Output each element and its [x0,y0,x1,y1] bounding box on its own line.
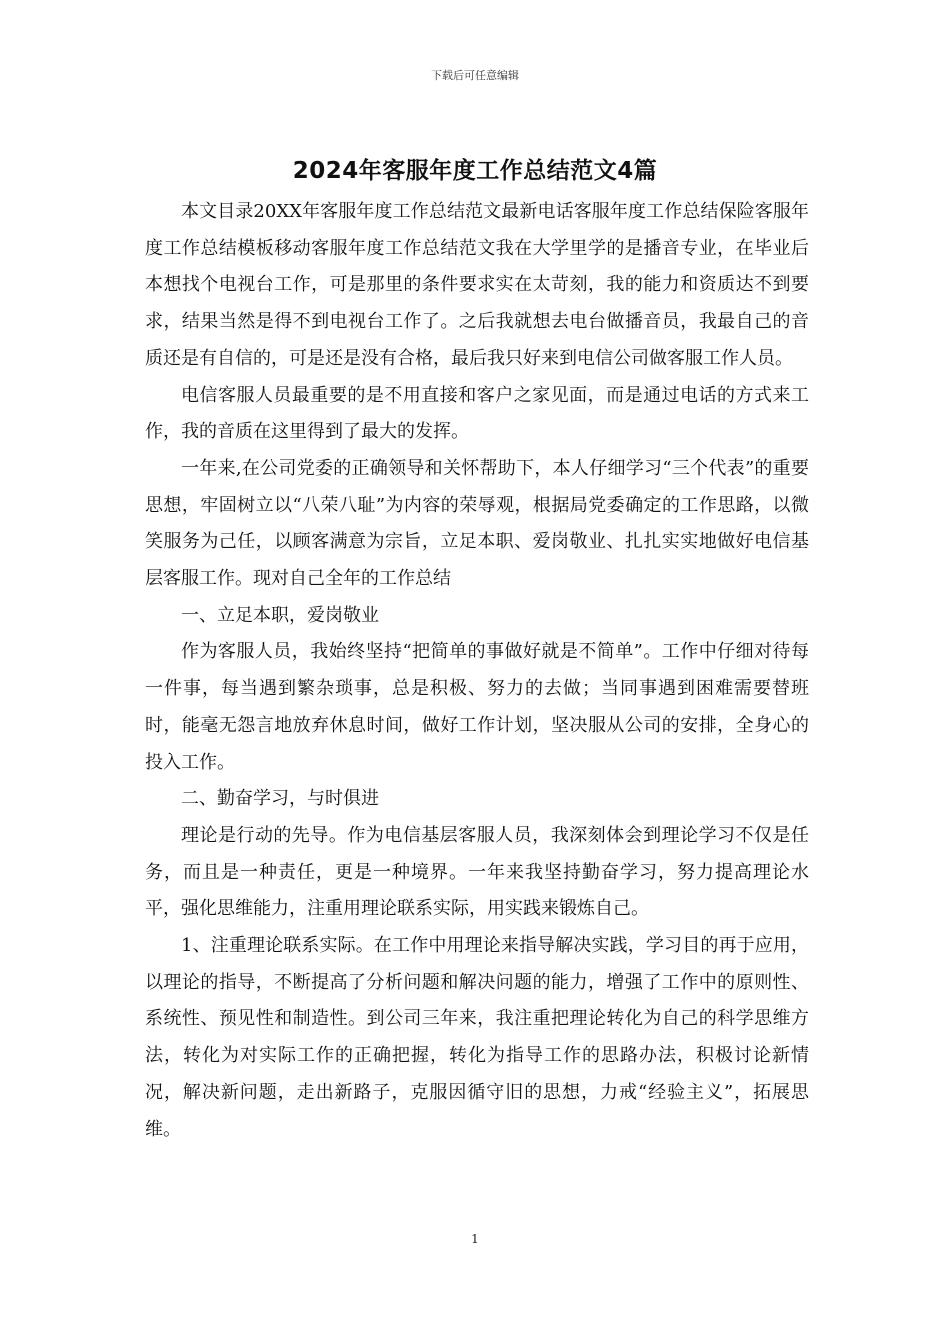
paragraph-intro: 本文目录20XX年客服年度工作总结范文最新电话客服年度工作总结保险客服年度工作总结模板移动客服年度工作总结范文我在大学里学的是播音专业，在毕业后本想找个电视台工作，可是那里的条件要求实在太苛刻，我的能力和资质达不到要求，结果当然是得不到电视台工作了。之后我就想去电台做播音员，我最自己的音质还是有自信的，可是还是没有合格，最后我只好来到电信公司做客服工作人员。 [145,201,809,369]
paragraph-section-1: 作为客服人员，我始终坚持“把简单的事做好就是不简单”。工作中仔细对待每一件事，每当遇到繁杂琐事，总是积极、努力的去做；当同事遇到困难需要替班时，能毫无怨言地放弃休息时间，做好工作计划，坚决服从公司的安排，全身心的投入工作。 [145,641,809,773]
paragraph-section-2: 理论是行动的先导。作为电信基层客服人员，我深刻体会到理论学习不仅是任务，而且是一种责任，更是一种境界。一年来我坚持勤奋学习，努力提高理论水平，强化思维能力，注重用理论联系实际，用实践来锻炼自己。 [145,824,809,920]
paragraph-item-1: 1、注重理论联系实际。在工作中用理论来指导解决实践，学习目的再于应用，以理论的指导，不断提高了分析问题和解决问题的能力，增强了工作中的原则性、系统性、预见性和制造性。到公司三年来，我注重把理论转化为自己的科学思维方法，转化为对实际工作的正确把握，转化为指导工作的思路办法，积极讨论新情况，解决新问题，走出新路子，克服因循守旧的思想，力戒“经验主义”，拓展思维。 [145,935,809,1140]
header-note: 下载后可任意编辑 [431,69,519,82]
document-body [145,194,809,1148]
document-title: 2024年客服年度工作总结范文4篇 [292,158,658,184]
section-heading-2: 二、勤奋学习，与时俱进 [181,788,379,810]
paragraph-year-summary: 一年来,在公司党委的正确领导和关怀帮助下，本人仔细学习“三个代表”的重要思想，牢固树立以“八荣八耻”为内容的荣辱观，根据局党委确定的工作思路，以微笑服务为己任，以顾客满意为宗旨，立足本职、爱岗敬业、扎扎实实地做好电信基层客服工作。现对自己全年的工作总结 [145,457,809,590]
page-number: 1 [471,1232,479,1246]
paragraph-telecom-service: 电信客服人员最重要的是不用直接和客户之家见面，而是通过电话的方式来工作，我的音质在这里得到了最大的发挥。 [145,384,809,443]
section-heading-1: 一、立足本职，爱岗敬业 [181,604,379,626]
